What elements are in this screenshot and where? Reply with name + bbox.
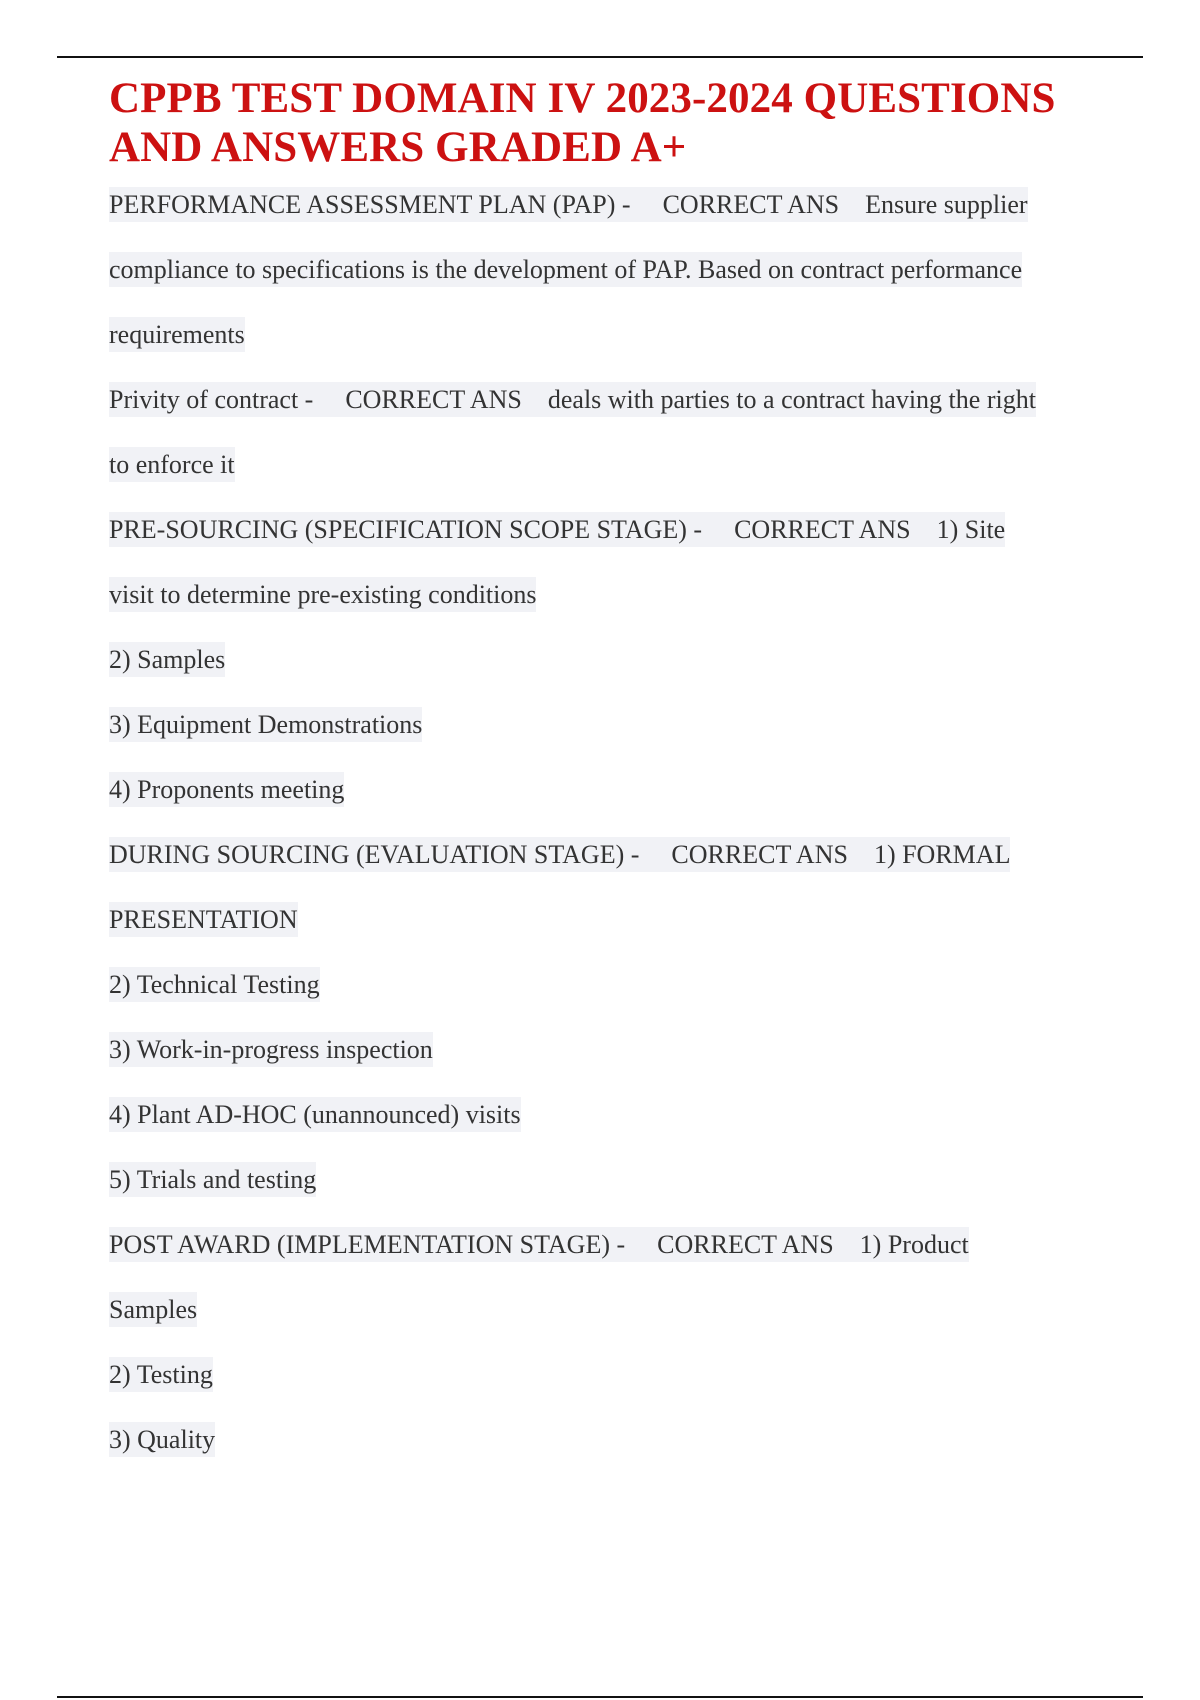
title-line-1: CPPB TEST DOMAIN IV 2023-2024 QUESTIONS bbox=[109, 75, 1056, 122]
qa-answer-text: 2) Technical Testing bbox=[109, 967, 320, 1002]
qa-answer-text: compliance to specifications is the development of PAP. Based on contract performance bbox=[109, 252, 1022, 287]
qa-answer-text: to enforce it bbox=[109, 447, 235, 482]
qa-answer-line bbox=[109, 237, 1129, 302]
bottom-rule bbox=[57, 1696, 1143, 1698]
qa-entry bbox=[109, 822, 1129, 1212]
qa-entry bbox=[109, 172, 1129, 367]
qa-answer-text: 3) Quality bbox=[109, 1422, 215, 1457]
title-line-2: AND ANSWERS GRADED A+ bbox=[109, 124, 687, 171]
qa-answer-line bbox=[109, 562, 1129, 627]
qa-term: Privity of contract - bbox=[109, 385, 314, 414]
qa-answer-line bbox=[109, 887, 1129, 952]
qa-term: PRE-SOURCING (SPECIFICATION SCOPE STAGE) - bbox=[109, 515, 703, 544]
correct-answer-tag: CORRECT ANS bbox=[657, 1230, 834, 1259]
correct-answer-tag: CORRECT ANS bbox=[734, 515, 911, 544]
qa-answer-text: requirements bbox=[109, 317, 245, 352]
qa-answer-start: 1) Product bbox=[859, 1230, 969, 1259]
qa-answer-start: 1) Site bbox=[936, 515, 1006, 544]
qa-answer-start: Ensure supplier bbox=[865, 190, 1028, 219]
qa-entry bbox=[109, 367, 1129, 497]
qa-entry bbox=[109, 1212, 1129, 1472]
qa-term-line bbox=[109, 822, 1129, 887]
qa-answer-text: Samples bbox=[109, 1292, 197, 1327]
qa-term-line bbox=[109, 367, 1129, 432]
qa-answer-line bbox=[109, 1082, 1129, 1147]
qa-answer-text: PRESENTATION bbox=[109, 902, 298, 937]
correct-answer-tag: CORRECT ANS bbox=[345, 385, 522, 414]
qa-answer-line bbox=[109, 757, 1129, 822]
qa-entry bbox=[109, 497, 1129, 822]
correct-answer-tag: CORRECT ANS bbox=[662, 190, 840, 219]
qa-term-line bbox=[109, 1212, 1129, 1277]
qa-answer-line bbox=[109, 692, 1129, 757]
qa-line-highlight bbox=[109, 187, 1028, 222]
qa-answer-line bbox=[109, 432, 1129, 497]
qa-list bbox=[109, 172, 1129, 1472]
document-title bbox=[109, 74, 1129, 172]
qa-line-highlight bbox=[109, 837, 1010, 872]
qa-line-highlight bbox=[109, 382, 1036, 417]
qa-answer-text: 3) Work-in-progress inspection bbox=[109, 1032, 433, 1067]
qa-answer-line bbox=[109, 302, 1129, 367]
qa-term: PERFORMANCE ASSESSMENT PLAN (PAP) - bbox=[109, 190, 631, 219]
qa-answer-text: 2) Samples bbox=[109, 642, 225, 677]
top-rule bbox=[57, 56, 1143, 58]
qa-line-highlight bbox=[109, 512, 1005, 547]
qa-answer-line bbox=[109, 952, 1129, 1017]
qa-answer-line bbox=[109, 627, 1129, 692]
qa-answer-text: 4) Plant AD-HOC (unannounced) visits bbox=[109, 1097, 521, 1132]
qa-term-line bbox=[109, 172, 1129, 237]
qa-answer-start: 1) FORMAL bbox=[873, 840, 1011, 869]
qa-answer-line bbox=[109, 1017, 1129, 1082]
qa-term: DURING SOURCING (EVALUATION STAGE) - bbox=[109, 840, 640, 869]
qa-term-line bbox=[109, 497, 1129, 562]
qa-term: POST AWARD (IMPLEMENTATION STAGE) - bbox=[109, 1230, 626, 1259]
qa-answer-line bbox=[109, 1277, 1129, 1342]
qa-answer-text: visit to determine pre-existing conditions bbox=[109, 577, 536, 612]
correct-answer-tag: CORRECT ANS bbox=[671, 840, 848, 869]
document-page bbox=[109, 74, 1129, 1472]
qa-line-highlight bbox=[109, 1227, 969, 1262]
qa-answer-start: deals with parties to a contract having the right bbox=[547, 385, 1036, 414]
qa-answer-line bbox=[109, 1407, 1129, 1472]
qa-answer-text: 2) Testing bbox=[109, 1357, 213, 1392]
qa-answer-text: 4) Proponents meeting bbox=[109, 772, 344, 807]
qa-answer-line bbox=[109, 1147, 1129, 1212]
qa-answer-line bbox=[109, 1342, 1129, 1407]
qa-answer-text: 3) Equipment Demonstrations bbox=[109, 707, 422, 742]
qa-answer-text: 5) Trials and testing bbox=[109, 1162, 316, 1197]
